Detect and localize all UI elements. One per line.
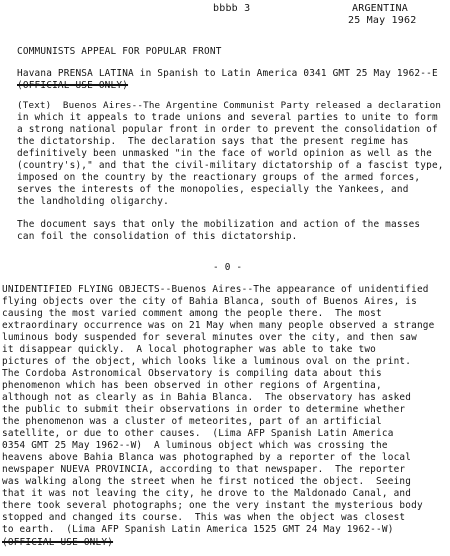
paragraph-line: (Text) Buenos Aires--The Argentine Communist Party released a declaration bbox=[17, 100, 442, 111]
paragraph-line: definitively been unmasked "in the face of world opinion as well as the bbox=[17, 148, 432, 159]
paragraph-line: satellite, or due to other causes. (Lima AFP Spanish Latin America bbox=[2, 428, 394, 439]
classification-stamp: (OFFICIAL USE ONLY) bbox=[17, 80, 129, 91]
paragraph-line: stopped and changed its course. This was when the object was closest bbox=[2, 512, 406, 523]
paragraph-line: (country's)," and that the civil-military dictatorship of a fascist type, bbox=[17, 160, 444, 171]
classification-stamp: (OFFICIAL USE ONLY) bbox=[2, 537, 114, 548]
country-label: ARGENTINA bbox=[352, 3, 408, 14]
report-date: 25 May 1962 bbox=[348, 15, 417, 26]
paragraph-line: serves the interests of the monopolies, especially the Yankees, and bbox=[17, 184, 409, 195]
paragraph-line: the public to submit their observations in order to determine whether bbox=[2, 404, 406, 415]
paragraph-line: heavens above Bahia Blanca was photographed by a reporter of the local bbox=[2, 452, 412, 463]
paragraph-line: pictures of the object, which looks like a luminous oval on the print. bbox=[2, 356, 412, 367]
paragraph-line: to earth. (Lima AFP Spanish Latin America 1525 GMT 24 May 1962--W) bbox=[2, 524, 394, 535]
paragraph-line: there took several photographs; one the very instant the mysterious body bbox=[2, 500, 423, 511]
section-separator: - 0 - bbox=[213, 262, 243, 273]
paragraph-line: luminous body suspended for several minutes over the city, and then saw bbox=[2, 332, 417, 343]
paragraph-line: can foil the consolidation of this dictatorship. bbox=[17, 231, 298, 242]
paragraph-line: imposed on the country by the reactionary groups of the armed forces, bbox=[17, 172, 421, 183]
paragraph-line: The document says that only the mobilization and action of the masses bbox=[17, 219, 421, 230]
paragraph-line: extraordinary occurrence was on 21 May when many people observed a strange bbox=[2, 320, 435, 331]
paragraph-line: phenomenon which has been observed in other regions of Argentina, bbox=[2, 380, 382, 391]
paragraph-line: flying objects over the city of Bahia Blanca, south of Buenos Aires, is bbox=[2, 296, 417, 307]
paragraph-line: the phenomenon was a cluster of meteorites, part of an artificial bbox=[2, 416, 382, 427]
paragraph-line: causing the most varied comment among the people there. The most bbox=[2, 308, 382, 319]
paragraph-line: a strong national popular front in order to prevent the consolidation of bbox=[17, 124, 438, 135]
paragraph-line: the landholding oligarchy. bbox=[17, 196, 169, 207]
paragraph-line: was walking along the street when he first noticed the object. Seeing bbox=[2, 476, 412, 487]
paragraph-line: the dictatorship. The declaration says that the present regime has bbox=[17, 136, 409, 147]
paragraph-line: 0354 GMT 25 May 1962--W) A luminous object which was crossing the bbox=[2, 440, 388, 451]
paragraph-line: in which it appeals to trade unions and several parties to unite to form bbox=[17, 112, 438, 123]
article-source: Havana PRENSA LATINA in Spanish to Latin America 0341 GMT 25 May 1962--E bbox=[17, 68, 438, 79]
paragraph-line: The Cordoba Astronomical Observatory is compiling data about this bbox=[2, 368, 382, 379]
page-code: bbbb 3 bbox=[213, 3, 251, 14]
paragraph-line: it disappear quickly. A local photographer was able to take two bbox=[2, 344, 377, 355]
paragraph-line: that it was not leaving the city, he drove to the Maldonado Canal, and bbox=[2, 488, 412, 499]
paragraph-line: although not as clearly as in Bahia Blanca. The observatory has asked bbox=[2, 392, 412, 403]
paragraph-line: newspaper NUEVA PROVINCIA, according to that newspaper. The reporter bbox=[2, 464, 406, 475]
paragraph-line: UNIDENTIFIED FLYING OBJECTS--Buenos Aires--The appearance of unidentified bbox=[2, 284, 429, 295]
article-title: COMMUNISTS APPEAL FOR POPULAR FRONT bbox=[17, 46, 222, 57]
